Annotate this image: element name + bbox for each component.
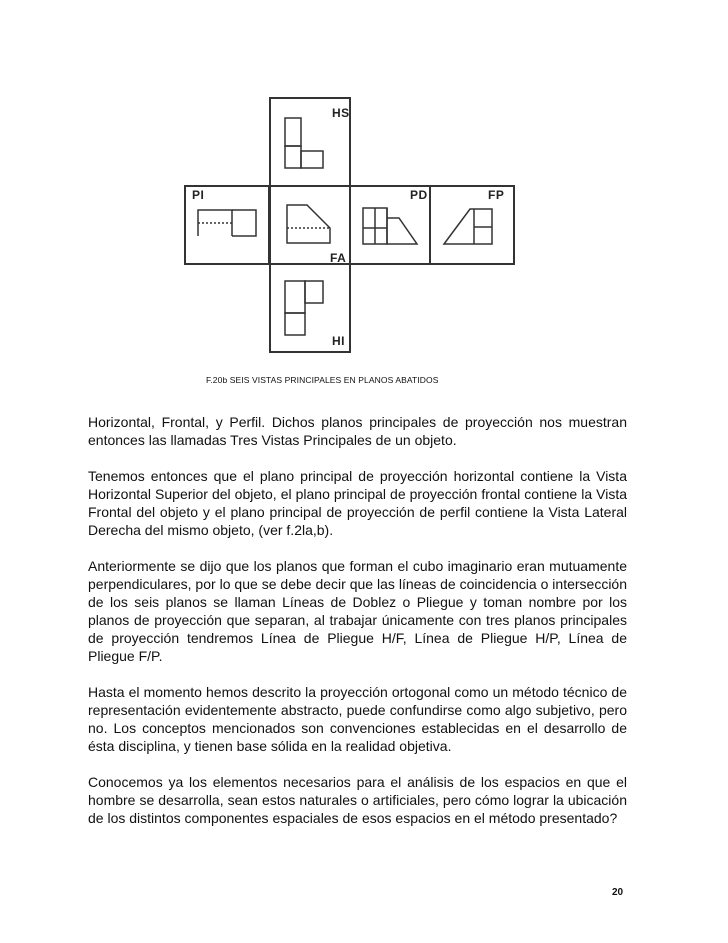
page-number: 20: [612, 887, 624, 898]
paragraph: Anteriormente se dijo que los planos que forman el cubo imaginario eran mutuamente perpendiculares, por lo que se debe decir que las líneas de coincidencia o intersección de los seis planos se llaman Líneas de Doblez o Pliegue y toman nombre por los planos de proyección que separan, al trabajar únicamente con tres planos principales de proyección tendremos Línea de Pliegue H/F, Línea de Pliegue H/P, Línea de Pliegue F/P.: [88, 558, 627, 664]
label-fa: FA: [330, 251, 347, 265]
unfolded-cube-drawing: [170, 88, 546, 390]
paragraph: Horizontal, Frontal, y Perfil. Dichos planos principales de proyección nos muestran entonces las llamadas Tres Vistas Principales de un objeto.: [88, 414, 627, 448]
paragraph: Hasta el momento hemos descrito la proyección ortogonal como un método técnico de representación evidentemente abstracto, puede confundirse como algo subjetivo, pero no. Los conceptos mencionados son convenciones establecidas en el desarrollo de ésta disciplina, y tienen base sólida en la realidad objetiva.: [88, 684, 627, 754]
six-views-figure: [170, 88, 546, 390]
label-pi: PI: [192, 188, 205, 202]
paragraph: Conocemos ya los elementos necesarios para el análisis de los espacios en que el hombre se desarrolla, sean estos naturales o artificiales, pero cómo lograr la ubicación de los distintos componentes espaciales de esos espacios en el método presentado?: [88, 774, 627, 826]
label-fp: FP: [488, 188, 505, 202]
label-hs: HS: [332, 106, 350, 120]
figure-caption: F.20b SEIS VISTAS PRINCIPALES EN PLANOS ABATIDOS: [206, 375, 439, 385]
body-text: [88, 413, 627, 845]
label-hi: HI: [332, 334, 345, 348]
paragraph: Tenemos entonces que el plano principal de proyección horizontal contiene la Vista Horizontal Superior del objeto, el plano principal de proyección frontal contiene la Vista Frontal del objeto y el plano principal de proyección de perfil contiene la Vista Lateral Derecha del mismo objeto, (ver f.2la,b).: [88, 468, 627, 538]
label-pd: PD: [410, 188, 428, 202]
